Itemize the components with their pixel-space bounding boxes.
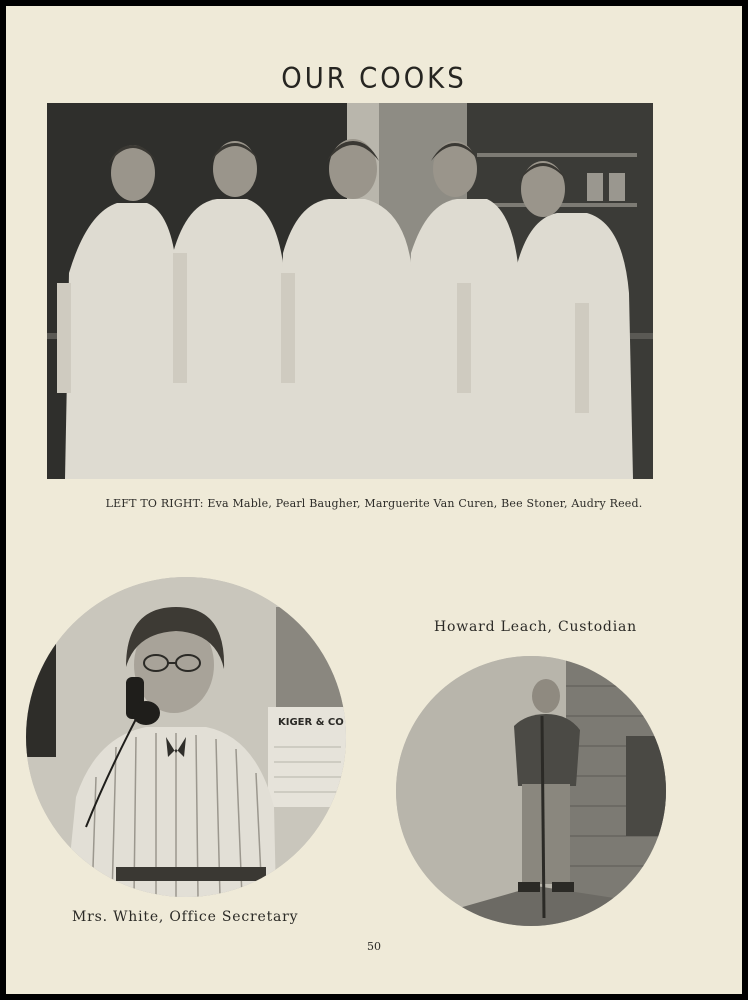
photo-caption: LEFT TO RIGHT: Eva Mable, Pearl Baugher, Marguerite Van Curen, Bee Stoner, Audry Reed. xyxy=(105,497,643,510)
secretary-label: Mrs. White, Office Secretary xyxy=(72,909,299,925)
custodian-label: Howard Leach, Custodian xyxy=(434,619,637,635)
page-number: 50 xyxy=(367,940,381,953)
calendar-text: KIGER & CO xyxy=(278,717,344,728)
custodian-photo xyxy=(396,656,666,926)
page-title: OUR COOKS xyxy=(281,62,467,96)
cooks-group-photo xyxy=(47,103,653,479)
yearbook-page xyxy=(6,6,742,994)
secretary-photo xyxy=(26,577,346,897)
